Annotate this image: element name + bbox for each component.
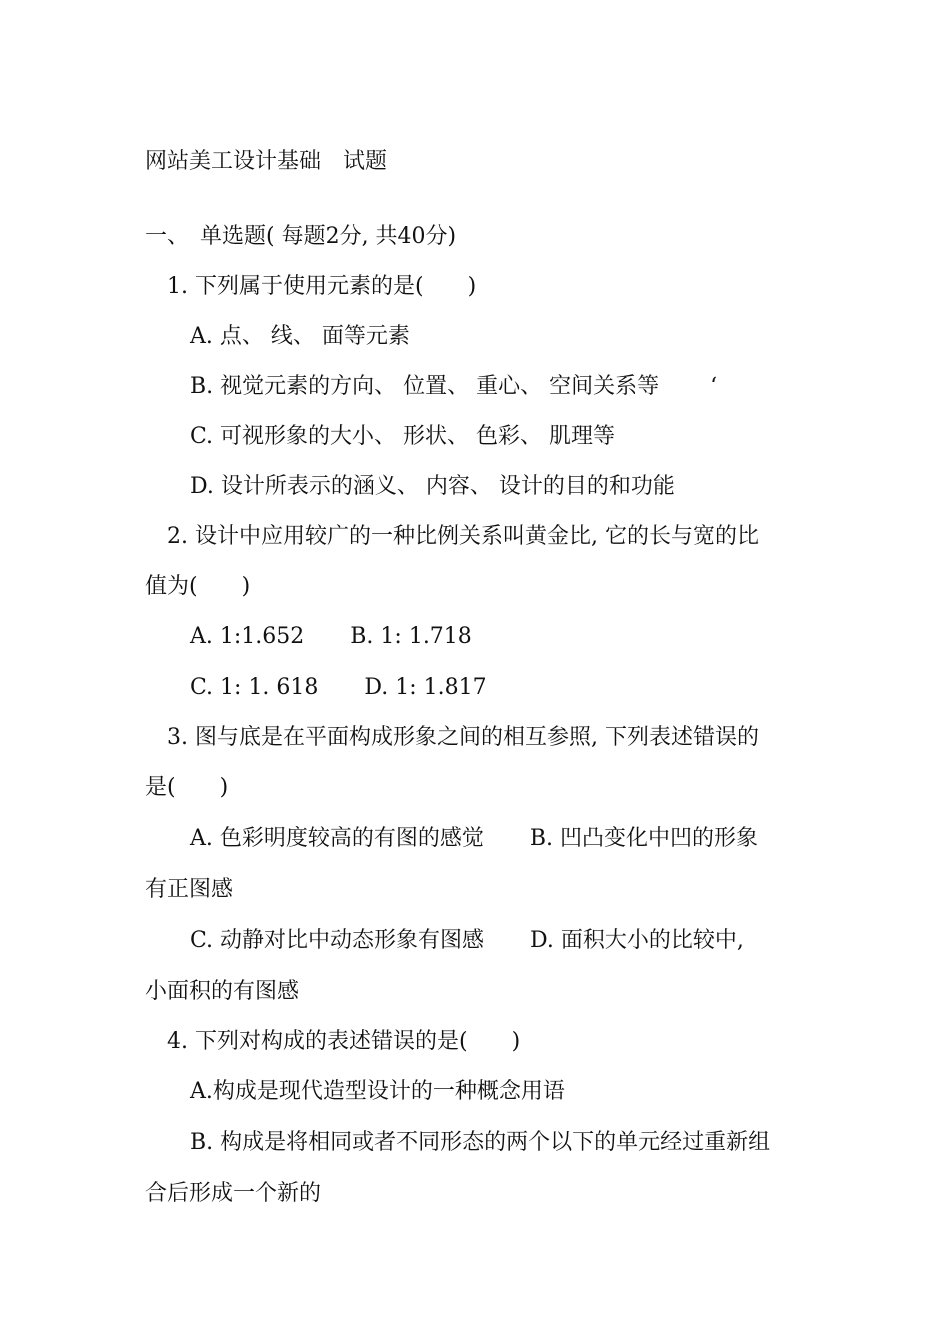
question-2-options-ab (190, 622, 472, 652)
question-2-option-c: C. 1: 1. 618 (190, 675, 319, 700)
question-4-stem: 4. 下列对构成的表述错误的是( ) (167, 1029, 521, 1054)
question-3-option-b-continued: 有正图感 (145, 877, 234, 902)
question-3-stem-line-1: 3. 图与底是在平面构成形象之间的相互参照, 下列表述错误的 (167, 725, 759, 750)
question-3-option-b: B. 凹凸变化中凹的形象 (529, 826, 759, 851)
question-4-option-b: B. 构成是将相同或者不同形态的两个以下的单元经过重新组 (190, 1130, 771, 1155)
question-1-option-b: B. 视觉元素的方向、 位置、 重心、 空间关系等 ‘ (190, 374, 718, 399)
section-heading: 一、 单选题( 每题2分, 共40分) (145, 224, 457, 249)
question-3-option-c: C. 动静对比中动态形象有图感 (190, 928, 485, 953)
question-2-stem-line-1: 2. 设计中应用较广的一种比例关系叫黄金比, 它的长与宽的比 (167, 524, 759, 549)
question-2-options-cd (190, 673, 487, 703)
question-2-option-a: A. 1:1.652 (190, 624, 305, 649)
question-4-option-a: A.构成是现代造型设计的一种概念用语 (190, 1079, 565, 1104)
question-2-option-b: B. 1: 1.718 (350, 624, 472, 649)
question-3-option-a: A. 色彩明度较高的有图的感觉 (190, 826, 484, 851)
question-4-option-b-continued: 合后形成一个新的 (145, 1181, 322, 1206)
document-title: 网站美工设计基础 试题 (145, 149, 388, 174)
question-3-option-d: D. 面积大小的比较中, (530, 928, 744, 953)
question-1-option-d: D. 设计所表示的涵义、 内容、 设计的目的和功能 (190, 474, 675, 499)
question-3-options-ab (190, 824, 758, 854)
question-1-option-c: C. 可视形象的大小、 形状、 色彩、 肌理等 (190, 424, 616, 449)
question-1-stem: 1. 下列属于使用元素的是( ) (167, 274, 477, 299)
question-3-option-d-continued: 小面积的有图感 (145, 979, 300, 1004)
question-2-stem-line-2: 值为( ) (145, 574, 251, 599)
question-1-option-a: A. 点、 线、 面等元素 (190, 324, 410, 349)
question-2-option-d: D. 1: 1.817 (364, 675, 487, 700)
question-3-stem-line-2: 是( ) (145, 775, 229, 800)
question-3-options-cd (190, 926, 744, 956)
